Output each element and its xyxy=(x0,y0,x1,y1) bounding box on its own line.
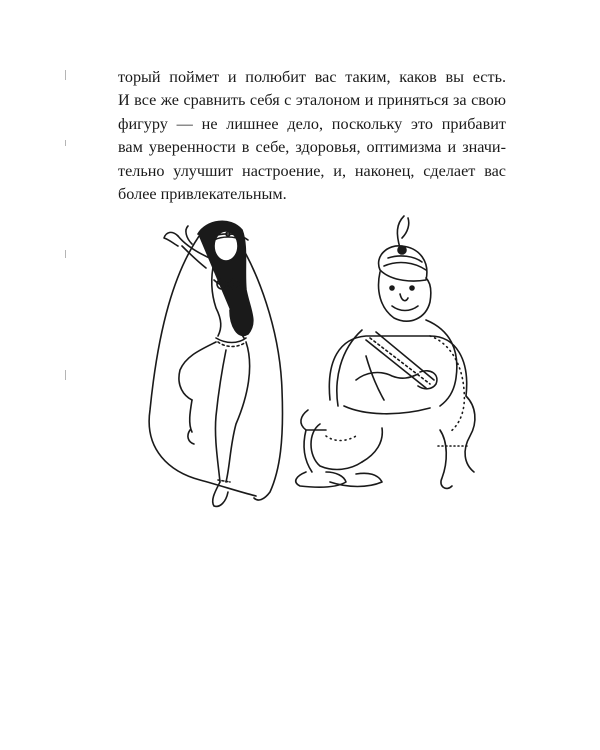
dancer-figure xyxy=(149,221,282,506)
text-line: фигуру — не лишнее дело, поскольку это прибавит xyxy=(118,114,506,133)
text-line: тельно улучшит настроение, и, наконец, сделает вас xyxy=(118,161,506,180)
body-paragraph xyxy=(118,66,506,206)
text-line: вам уверенности в себе, здоровья, оптимизма и значи- xyxy=(118,138,506,157)
text-line: торый поймет и полюбит вас таким, каков вы есть. xyxy=(118,68,506,86)
sultan-figure xyxy=(296,216,475,488)
text-line: И все же сравнить себя с эталоном и приняться за свою xyxy=(118,91,506,110)
illustration-dancer-and-sultan xyxy=(130,210,490,520)
scan-margin-marks xyxy=(62,70,70,430)
text-line: более привлекательным. xyxy=(118,185,287,204)
